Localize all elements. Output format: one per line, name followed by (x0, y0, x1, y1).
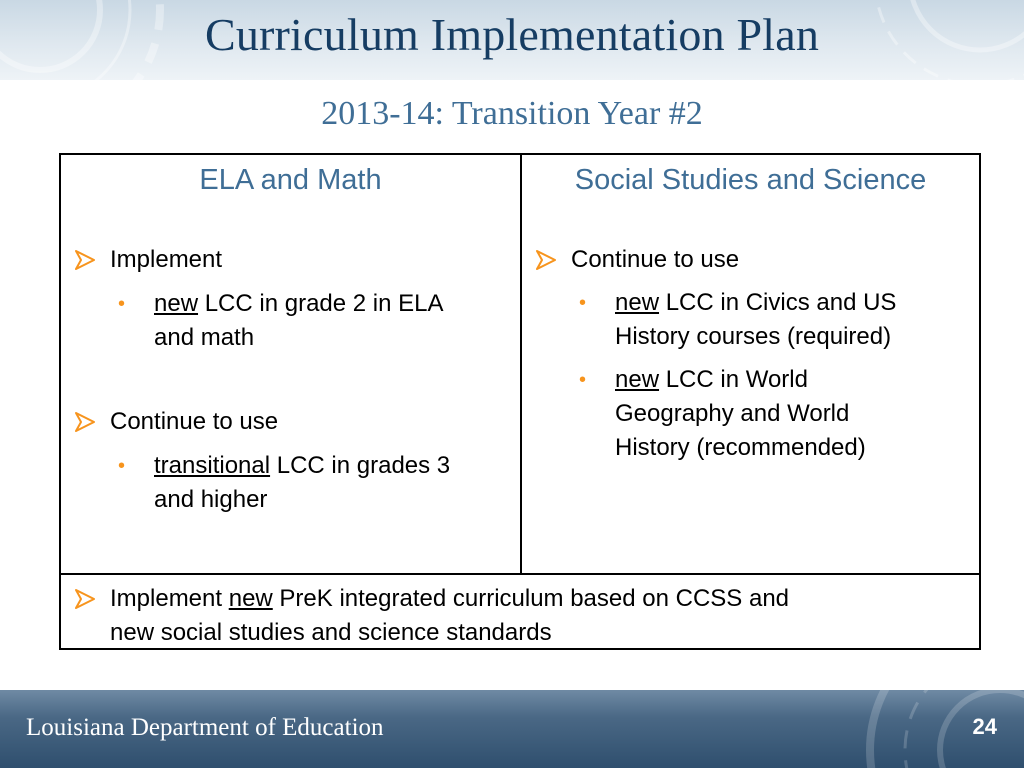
arrowhead-bullet-icon (535, 249, 557, 271)
prek-row (61, 573, 979, 648)
sub-bullet-text-continued: and math (154, 324, 255, 351)
underlined-word: new (154, 290, 199, 317)
sub-bullet-text: LCC in Civics and US (659, 289, 897, 316)
social-studies-science-column (522, 155, 979, 573)
underlined-word: new (228, 585, 273, 612)
bullet-label: Implement (110, 246, 223, 273)
implementation-table (59, 153, 981, 650)
dot-bullet-icon: • (118, 455, 126, 477)
sub-bullet-text-continued: History (recommended) (615, 434, 866, 461)
sub-bullet-text: LCC in grade 2 in ELA (198, 290, 444, 317)
slide-subtitle: 2013-14: Transition Year #2 (321, 95, 703, 132)
slide-title: Curriculum Implementation Plan (204, 9, 820, 60)
ela-math-column (61, 155, 522, 573)
underlined-word: transitional (154, 452, 271, 479)
page-number: 24 (972, 714, 997, 739)
underlined-word: new (615, 289, 660, 316)
dot-bullet-icon: • (118, 293, 126, 315)
bullet-label: Continue to use (110, 408, 279, 435)
column-header-social-studies-science: Social Studies and Science (574, 164, 927, 196)
bullet-text: PreK integrated curriculum based on CCSS and (272, 585, 790, 612)
sub-bullet-text-continued: History courses (required) (615, 323, 892, 350)
sub-bullet-text-continued: and higher (154, 486, 268, 513)
dot-bullet-icon: • (579, 369, 587, 391)
arrowhead-bullet-icon (74, 411, 96, 433)
bullet-text-continued: new social studies and science standards (110, 619, 552, 646)
sub-bullet-text-continued: Geography and World (615, 400, 850, 427)
underlined-word: new (615, 366, 660, 393)
footer-organization: Louisiana Department of Education (26, 714, 384, 741)
bullet-prefix: Implement (110, 585, 229, 612)
sub-bullet-text: LCC in World (659, 366, 808, 393)
arrowhead-bullet-icon (74, 588, 96, 610)
column-header-ela-math: ELA and Math (199, 164, 382, 196)
footer-band (0, 690, 1024, 768)
arrowhead-bullet-icon (74, 249, 96, 271)
bullet-label: Continue to use (571, 246, 740, 273)
sub-bullet-text: LCC in grades 3 (270, 452, 451, 479)
header-band (0, 0, 1024, 80)
dot-bullet-icon: • (579, 292, 587, 314)
